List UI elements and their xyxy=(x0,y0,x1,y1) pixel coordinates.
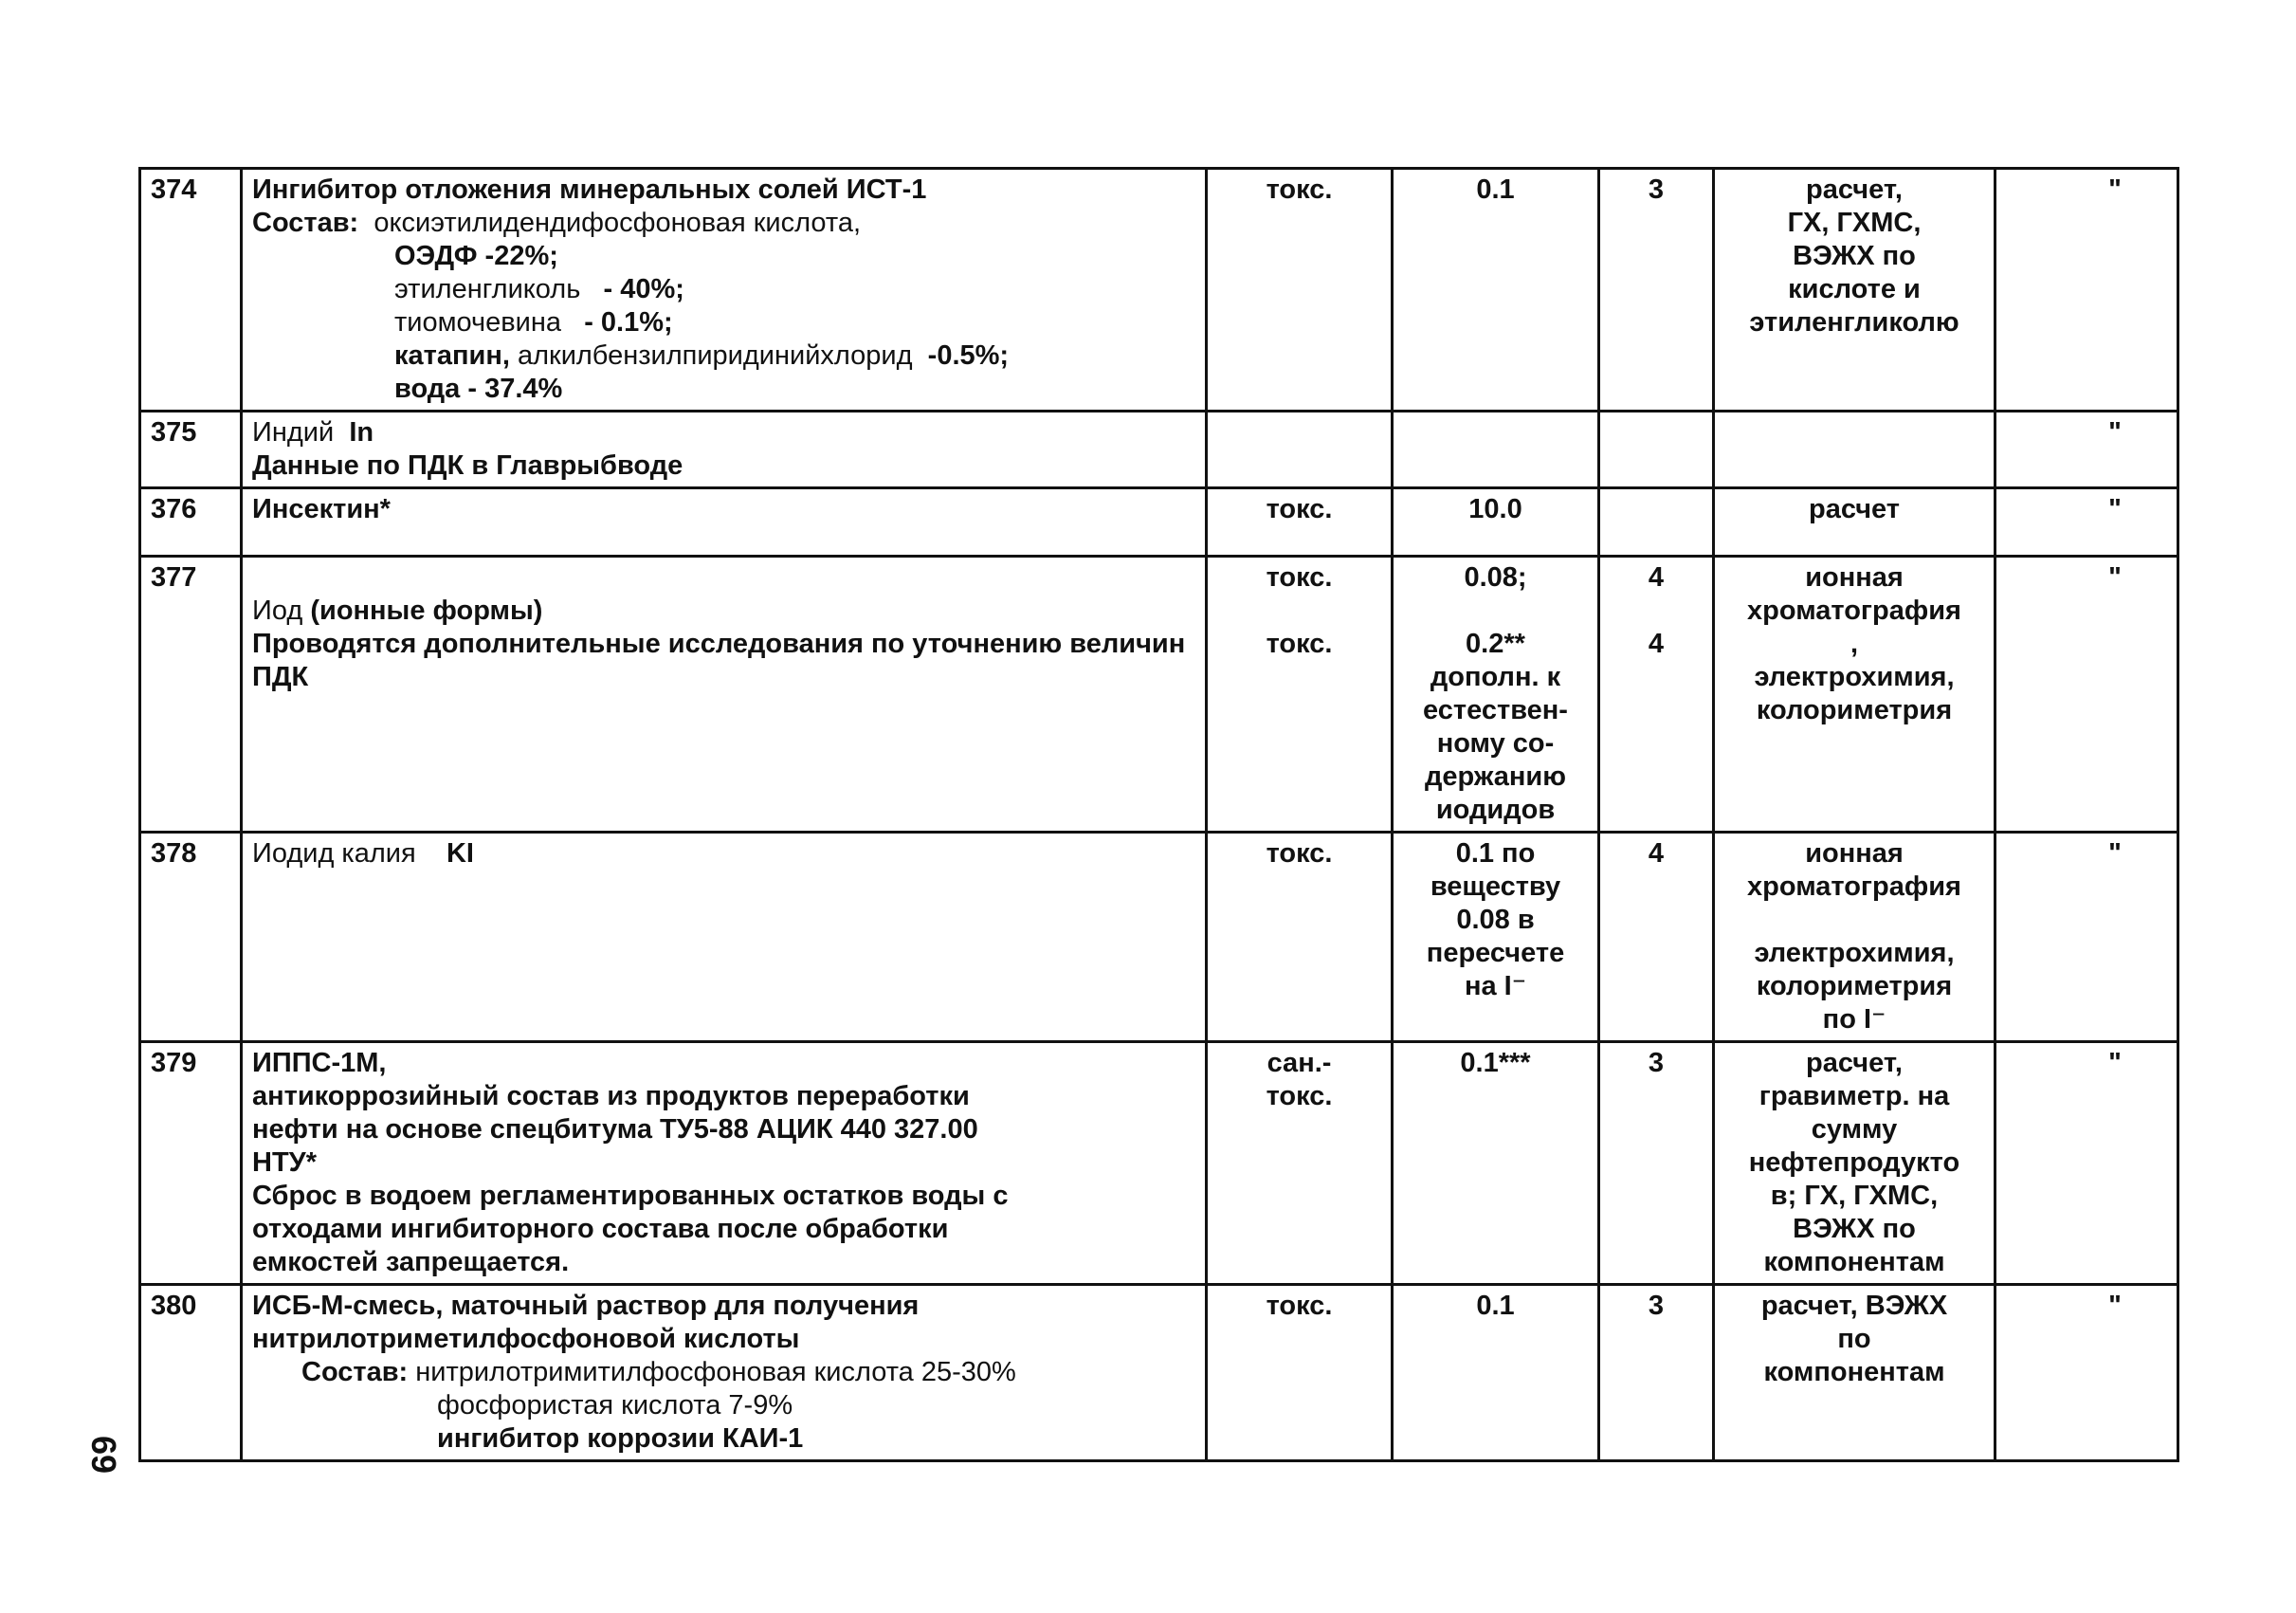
composition-item: оксиэтилидендифосфоновая кислота, xyxy=(374,208,862,238)
hazard-class: 4 xyxy=(1599,833,1714,1042)
row-number: 376 xyxy=(140,488,242,557)
composition-item: ОЭДФ -22%; xyxy=(394,241,558,271)
hazard-class: 3 xyxy=(1599,1285,1714,1461)
pdk-value: 0.1 xyxy=(1393,1285,1599,1461)
composition-item: катапин, алкилбензилпиридинийхлорид -0.5%; xyxy=(394,340,1010,371)
pdk-value xyxy=(1393,412,1599,488)
composition-label: Состав: xyxy=(301,1357,409,1387)
hazard-sign: сан.- токс. xyxy=(1207,1042,1393,1285)
substance-formula: In xyxy=(349,417,374,448)
composition-item: фосфористая кислота 7-9% xyxy=(437,1390,793,1421)
substance-form: (ионные формы) xyxy=(310,596,543,626)
pdk-value: 0.08; 0.2** дополн. к естествен- ному со- держанию иодидов xyxy=(1393,557,1599,833)
page-number: 69 xyxy=(84,1436,123,1475)
hazard-class: 4 4 xyxy=(1599,557,1714,833)
substance-cell: ИСБ-М-смесь, маточный раствор для получения нитрилотриметилфосфоновой кислоты Состав: нитрилотримитилфосфоновая кислота 25-30% фосфористая кислота 7-9% ингибитор коррозии КАИ-1 xyxy=(242,1285,1207,1461)
analysis-method xyxy=(1714,412,1995,488)
substance-name: Инсектин* xyxy=(252,494,391,524)
table-row xyxy=(140,1042,2178,1285)
substance-cell xyxy=(242,557,1207,833)
hazard-class: 3 xyxy=(1599,1042,1714,1285)
ditto-mark-cell xyxy=(1995,169,2178,412)
substance-name: Индий xyxy=(252,417,335,448)
analysis-method: ионная хроматография электрохимия, колориметрия по I⁻ xyxy=(1714,833,1995,1042)
substance-title: Ингибитор отложения минеральных солей ИСТ-1 xyxy=(252,174,927,205)
composition-item: тиомочевина - 0.1%; xyxy=(394,307,673,338)
hazard-sign: токс. xyxy=(1207,1285,1393,1461)
analysis-method: расчет, ГХ, ГХМС, ВЭЖХ по кислоте и этиленгликолю xyxy=(1714,169,1995,412)
composition-item: вода - 37.4% xyxy=(394,374,563,404)
ditto-mark-cell xyxy=(1995,557,2178,833)
ditto-mark: " xyxy=(2108,838,2122,869)
analysis-method: расчет, гравиметр. на сумму нефтепродукто в; ГХ, ГХМС, ВЭЖХ по компонентам xyxy=(1714,1042,1995,1285)
hazard-sign: токс. токс. xyxy=(1207,557,1393,833)
substance-cell xyxy=(242,412,1207,488)
ditto-mark: " xyxy=(2108,562,2122,593)
ditto-mark-cell xyxy=(1995,1042,2178,1285)
substance-cell xyxy=(242,488,1207,557)
table-row xyxy=(140,833,2178,1042)
row-number: 375 xyxy=(140,412,242,488)
composition-label: Состав: xyxy=(252,208,359,238)
pdk-table xyxy=(138,167,2179,1462)
composition-line xyxy=(252,207,1195,240)
hazard-class: 3 xyxy=(1599,169,1714,412)
analysis-method: расчет, ВЭЖХ по компонентам xyxy=(1714,1285,1995,1461)
row-number: 378 xyxy=(140,833,242,1042)
substance-cell xyxy=(242,169,1207,412)
hazard-sign xyxy=(1207,412,1393,488)
ditto-mark-cell xyxy=(1995,412,2178,488)
analysis-method: ионная хроматография , электрохимия, колориметрия xyxy=(1714,557,1995,833)
pdk-value: 0.1*** xyxy=(1393,1042,1599,1285)
hazard-sign: токс. xyxy=(1207,488,1393,557)
ditto-mark-cell xyxy=(1995,1285,2178,1461)
hazard-class xyxy=(1599,412,1714,488)
row-number: 377 xyxy=(140,557,242,833)
composition-item: этиленгликоль - 40%; xyxy=(394,274,684,304)
row-number: 379 xyxy=(140,1042,242,1285)
hazard-sign: токс. xyxy=(1207,833,1393,1042)
substance-formula: KI xyxy=(446,838,474,869)
ditto-mark-cell xyxy=(1995,488,2178,557)
ditto-mark-cell xyxy=(1995,833,2178,1042)
composition-line xyxy=(252,1356,1195,1389)
hazard-sign: токс. xyxy=(1207,169,1393,412)
table-row xyxy=(140,1285,2178,1461)
substance-note: Данные по ПДК в Главрыбводе xyxy=(252,450,683,481)
ditto-mark: " xyxy=(2108,494,2122,524)
ditto-mark: " xyxy=(2108,1048,2122,1078)
ditto-mark: " xyxy=(2108,174,2122,205)
table-row xyxy=(140,557,2178,833)
substance-cell: ИППС-1М, антикоррозийный состав из продуктов переработки нефти на основе спецбитума ТУ5-88 АЦИК 440 327.00 НТУ* Сброс в водоем регламентированных остатков воды с отходами ингибиторного состава после обработки емкостей запрещается. xyxy=(242,1042,1207,1285)
substance-cell xyxy=(242,833,1207,1042)
row-number: 380 xyxy=(140,1285,242,1461)
hazard-class xyxy=(1599,488,1714,557)
pdk-value: 10.0 xyxy=(1393,488,1599,557)
analysis-method: расчет xyxy=(1714,488,1995,557)
substance-name: Иодид калия xyxy=(252,838,416,869)
table-row xyxy=(140,488,2178,557)
substance-name: Иод xyxy=(252,596,303,626)
pdk-value: 0.1 xyxy=(1393,169,1599,412)
pdk-value: 0.1 по веществу 0.08 в пересчете на I⁻ xyxy=(1393,833,1599,1042)
composition-item: нитрилотримитилфосфоновая кислота 25-30% xyxy=(415,1357,1016,1387)
table-row xyxy=(140,412,2178,488)
substance-note: Проводятся дополнительные исследования по уточнению величин ПДК xyxy=(252,629,1186,692)
composition-item: ингибитор коррозии КАИ-1 xyxy=(437,1423,804,1454)
table-row xyxy=(140,169,2178,412)
ditto-mark: " xyxy=(2108,1291,2122,1321)
row-number: 374 xyxy=(140,169,242,412)
ditto-mark: " xyxy=(2108,417,2122,448)
